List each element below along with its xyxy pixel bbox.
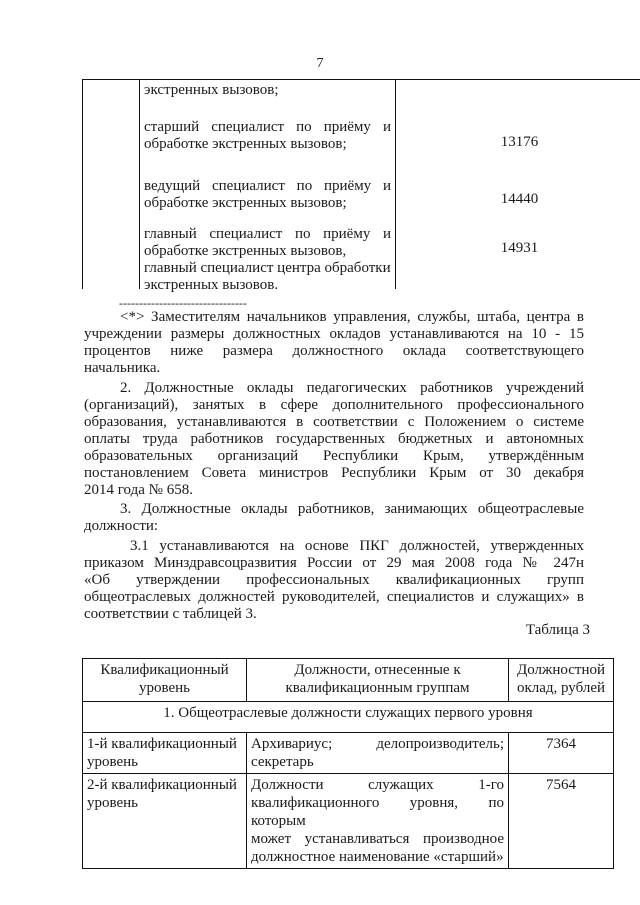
- table-border-left: [82, 79, 83, 289]
- salary-value: 7364: [509, 733, 614, 774]
- page-number: 7: [316, 56, 324, 71]
- footnote-divider: --------------------------------: [119, 296, 247, 310]
- table-header-row: [83, 659, 614, 702]
- paragraph-2: 2. Должностные оклады педагогических работников учреждений (организаций), занятых в сфере дополнительного профессионального образования, устанавливаются в соответствии с Положением о системе оплаты труда работников государственных бюджетных и автономных образовательных организаций Республики Крым, утверждённым постановлением Совета министров Республики Крым от 30 декабря 2014 года № 658.: [84, 380, 584, 498]
- position-description: экстренных вызовов;: [144, 82, 279, 98]
- table-border-col2: [395, 79, 396, 289]
- paragraph-3-1: 3.1 устанавливаются на основе ПКГ должностей, утвержденных приказом Минздравсоцразвития России от 29 мая 2008 года № 247н «Об утверждении профессиональных квалификационных групп общеотраслевых должностей руководителей, специалистов и служащих» в соответствии с таблицей 3.: [84, 538, 584, 622]
- positions-cell: Архивариус; делопроизводитель; секретарь: [247, 733, 509, 774]
- salary-value: 13176: [500, 134, 539, 150]
- table-border-col1: [139, 79, 140, 289]
- salary-table-3: [82, 658, 614, 869]
- positions-cell: Должности служащих 1-го квалификационного уровня, по которым может устанавливаться производное должностное наименование «старший»: [247, 774, 509, 869]
- header-positions: Должности, отнесенные к квалификационным группам: [247, 659, 509, 702]
- qualification-level: 2-й квалификационный уровень: [83, 774, 247, 869]
- position-description: главный специалист по приёму и обработке экстренных вызовов, главный специалист центра обработки экстренных вызовов.: [144, 226, 391, 293]
- position-description: старший специалист по приёму и обработке экстренных вызовов;: [144, 119, 391, 152]
- salary-continuation-table: [82, 79, 640, 293]
- footnote-paragraph: <*> Заместителям начальников управления, службы, штаба, центра в учреждении размеры должностных окладов устанавливаются на 10 - 15 процентов ниже размера должностного оклада соответствующего начальника.: [84, 309, 584, 376]
- salary-value: 14440: [500, 191, 539, 207]
- position-description: ведущий специалист по приёму и обработке экстренных вызовов;: [144, 178, 391, 211]
- group-title: 1. Общеотраслевые должности служащих первого уровня: [83, 702, 614, 733]
- salary-value: 7564: [509, 774, 614, 869]
- table-row: [83, 733, 614, 774]
- table-caption: Таблица 3: [525, 622, 590, 638]
- salary-value: 14931: [500, 240, 539, 256]
- header-salary: Должностной оклад, рублей: [509, 659, 614, 702]
- qualification-level: 1-й квалификационный уровень: [83, 733, 247, 774]
- table-top-border: [82, 79, 640, 80]
- paragraph-3: 3. Должностные оклады работников, занимающих общеотраслевые должности:: [84, 501, 584, 534]
- table-row: [83, 774, 614, 869]
- table-group-row: [83, 702, 614, 733]
- header-level: Квалификационный уровень: [83, 659, 247, 702]
